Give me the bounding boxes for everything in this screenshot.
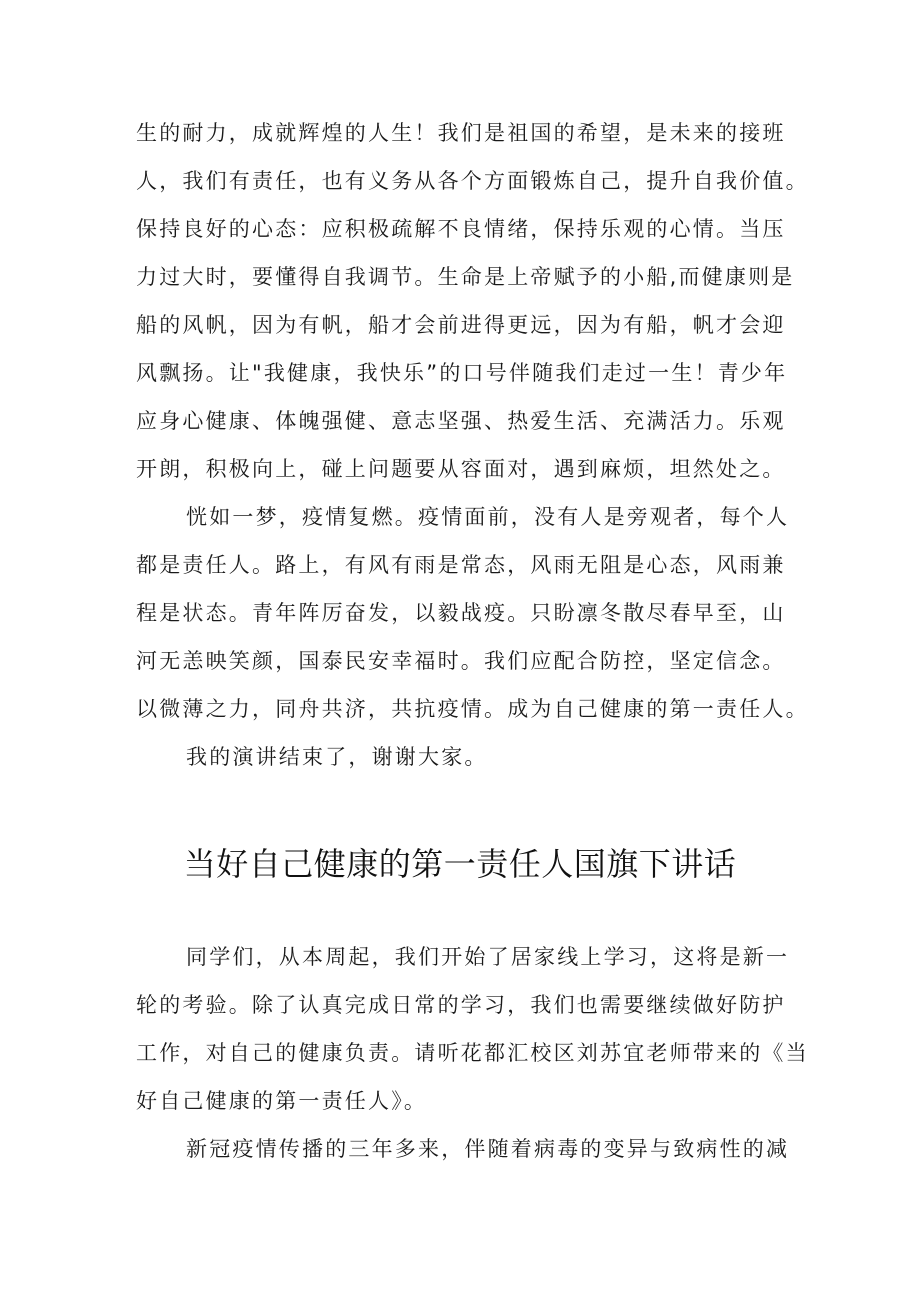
section-title: 当好自己健康的第一责任人国旗下讲话 <box>183 845 737 883</box>
paragraph-line: 以微薄之力，同舟共济，共抗疫情。成为自己健康的第一责任人。 <box>136 697 809 721</box>
paragraph-line: 生的耐力，成就辉煌的人生！我们是祖国的希望，是未来的接班 <box>136 121 786 145</box>
paragraph-line: 河无恙映笑颜，国泰民安幸福时。我们应配合防控，坚定信念。 <box>136 649 786 673</box>
paragraph-line: 工作，对自己的健康负责。请听花都汇校区刘苏宜老师带来的《当 <box>136 1041 809 1065</box>
paragraph-line: 船的风帆，因为有帆，船才会前进得更远，因为有船，帆才会迎 <box>136 313 786 337</box>
paragraph-line: 保持良好的心态：应积极疏解不良情绪，保持乐观的心情。当压 <box>136 217 786 241</box>
paragraph-line: 恍如一梦，疫情复燃。疫情面前，没有人是旁观者，每个人 <box>186 505 790 529</box>
paragraph-line: 风飘扬。让"我健康，我快乐”的口号伴随我们走过一生！青少年 <box>136 361 788 385</box>
paragraph-line: 同学们，从本周起，我们开始了居家线上学习，这将是新一 <box>186 945 790 969</box>
paragraph-line: 开朗，积极向上，碰上问题要从容面对，遇到麻烦，坦然处之。 <box>136 457 786 481</box>
paragraph-line: 人，我们有责任，也有义务从各个方面锻炼自己，提升自我价值。 <box>136 169 809 193</box>
paragraph-line: 新冠疫情传播的三年多来，伴随着病毒的变异与致病性的减 <box>186 1137 790 1161</box>
paragraph-line: 程是状态。青年阵厉奋发，以毅战疫。只盼凛冬散尽春早至，山 <box>136 601 786 625</box>
paragraph-line: 力过大时，要懂得自我调节。生命是上帝赋予的小船,而健康则是 <box>136 265 795 289</box>
paragraph-line: 轮的考验。除了认真完成日常的学习，我们也需要继续做好防护 <box>136 993 786 1017</box>
paragraph-line: 应身心健康、体魄强健、意志坚强、热爱生活、充满活力。乐观 <box>136 409 786 433</box>
paragraph-line: 好自己健康的第一责任人》。 <box>136 1089 428 1113</box>
closing-line: 我的演讲结束了，谢谢大家。 <box>186 745 488 769</box>
paragraph-line: 都是责任人。路上，有风有雨是常态，风雨无阻是心态，风雨兼 <box>136 553 786 577</box>
